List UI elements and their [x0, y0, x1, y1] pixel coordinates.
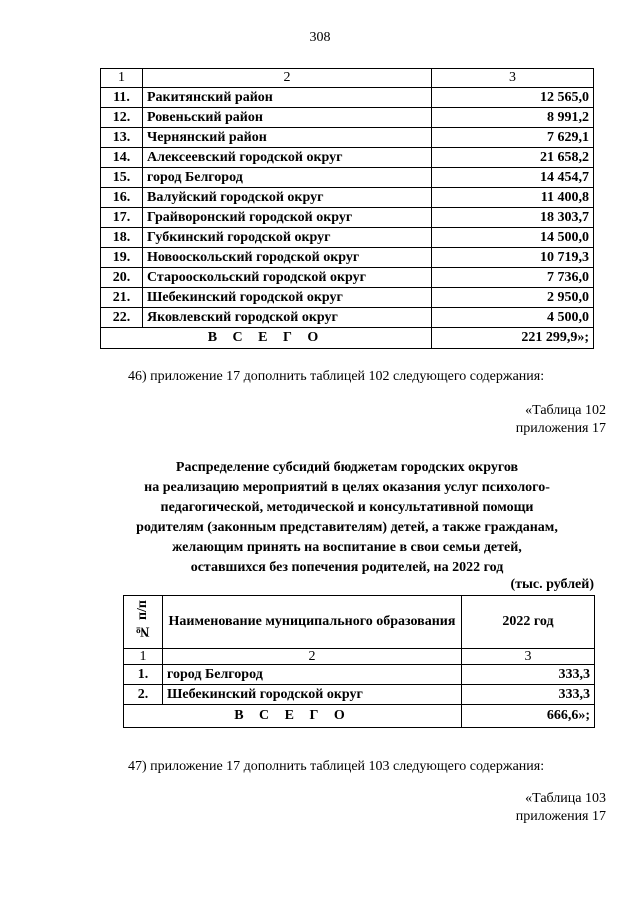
table2-header-col3: 2022 год [462, 596, 595, 649]
table1-body [101, 69, 594, 349]
table-row [101, 288, 594, 308]
amount: 21 658,2 [432, 148, 594, 168]
table102-title [100, 458, 594, 578]
table-row [101, 308, 594, 328]
municipality-name: Алексеевский городской округ [143, 148, 432, 168]
row-number: 18. [101, 228, 143, 248]
amount: 8 991,2 [432, 108, 594, 128]
title-line: родителям (законным представителям) детей, а также гражданам, [136, 520, 558, 535]
table1-total-row [101, 328, 594, 349]
municipality-name: Грайворонский городской округ [143, 208, 432, 228]
table103-reference [400, 790, 606, 826]
title-line: Распределение субсидий бюджетам городских округов [175, 460, 519, 475]
municipality-name: город Белгород [163, 665, 462, 685]
col-number: 2 [163, 649, 462, 665]
table-row [101, 208, 594, 228]
municipality-name: Валуйский городской округ [143, 188, 432, 208]
table-102 [123, 595, 595, 728]
municipality-name: Яковлевский городской округ [143, 308, 432, 328]
subsidy-table-continued [100, 68, 594, 349]
amount: 7 629,1 [432, 128, 594, 148]
table102-ref-line2: приложения 17 [515, 421, 606, 436]
title-line: на реализацию мероприятий в целях оказания услуг психолого- [144, 480, 550, 495]
table-row [101, 248, 594, 268]
amount: 12 565,0 [432, 88, 594, 108]
row-number: 2. [124, 685, 163, 705]
col-number: 1 [124, 649, 163, 665]
amount: 10 719,3 [432, 248, 594, 268]
amount: 2 950,0 [432, 288, 594, 308]
amount: 14 500,0 [432, 228, 594, 248]
table-row [124, 685, 595, 705]
table2-number-row [124, 649, 595, 665]
title-line: оставшихся без попечения родителей, на 2022 год [190, 560, 504, 575]
amount: 18 303,7 [432, 208, 594, 228]
total-label [124, 705, 462, 728]
municipality-name: Шебекинский городской округ [143, 288, 432, 308]
table-row [101, 188, 594, 208]
municipality-name: Старооскольский городской округ [143, 268, 432, 288]
row-number: 12. [101, 108, 143, 128]
total-value: 666,6»; [462, 705, 595, 728]
table1-header-col1: 1 [101, 69, 143, 88]
row-number: 16. [101, 188, 143, 208]
amount: 11 400,8 [432, 188, 594, 208]
table-row [101, 148, 594, 168]
row-number: 11. [101, 88, 143, 108]
municipality-name: город Белгород [143, 168, 432, 188]
table2-header-row [124, 596, 595, 649]
row-number: 20. [101, 268, 143, 288]
total-label [101, 328, 432, 349]
municipality-name: Ровеньский район [143, 108, 432, 128]
table-row [101, 228, 594, 248]
amount: 14 454,7 [432, 168, 594, 188]
table2-total-row [124, 705, 595, 728]
table103-ref-line1: «Таблица 103 [525, 791, 606, 806]
table2-header-col1 [124, 596, 163, 649]
title-line: желающим принять на воспитание в свои семьи детей, [172, 540, 522, 555]
title-line: педагогической, методической и консультативной помощи [160, 500, 534, 515]
table-row [124, 665, 595, 685]
row-number: 1. [124, 665, 163, 685]
row-number: 15. [101, 168, 143, 188]
row-number: 21. [101, 288, 143, 308]
paragraph-47: 47) приложение 17 дополнить таблицей 103 следующего содержания: [128, 759, 545, 774]
table-row [101, 88, 594, 108]
table1-header-col3: 3 [432, 69, 594, 88]
units-label: (тыс. рублей) [510, 577, 594, 592]
table1-header-col2: 2 [143, 69, 432, 88]
col-number: 3 [462, 649, 595, 665]
municipality-name: Губкинский городской округ [143, 228, 432, 248]
table-row [101, 128, 594, 148]
amount: 333,3 [462, 665, 595, 685]
amount: 333,3 [462, 685, 595, 705]
row-number: 17. [101, 208, 143, 228]
row-number-header: № п/п [135, 599, 150, 639]
municipality-name: Ракитянский район [143, 88, 432, 108]
table-row [101, 108, 594, 128]
table-row [101, 268, 594, 288]
municipality-name: Новооскольский городской округ [143, 248, 432, 268]
table2-body [124, 596, 595, 728]
page-number: 308 [309, 30, 331, 45]
row-number: 13. [101, 128, 143, 148]
table103-ref-line2: приложения 17 [515, 809, 606, 824]
table102-reference [400, 402, 606, 438]
total-label-text: В С Е Г О [234, 708, 351, 723]
municipality-name: Шебекинский городской округ [163, 685, 462, 705]
table-row [101, 168, 594, 188]
total-value: 221 299,9»; [432, 328, 594, 349]
row-number: 14. [101, 148, 143, 168]
table2-header-col2: Наименование муниципального образования [163, 596, 462, 649]
row-number: 19. [101, 248, 143, 268]
table102-ref-line1: «Таблица 102 [525, 403, 606, 418]
municipality-name: Чернянский район [143, 128, 432, 148]
paragraph-46: 46) приложение 17 дополнить таблицей 102 следующего содержания: [128, 369, 545, 384]
amount: 7 736,0 [432, 268, 594, 288]
table1-header-row [101, 69, 594, 88]
row-number: 22. [101, 308, 143, 328]
total-label-text: В С Е Г О [207, 330, 325, 345]
amount: 4 500,0 [432, 308, 594, 328]
